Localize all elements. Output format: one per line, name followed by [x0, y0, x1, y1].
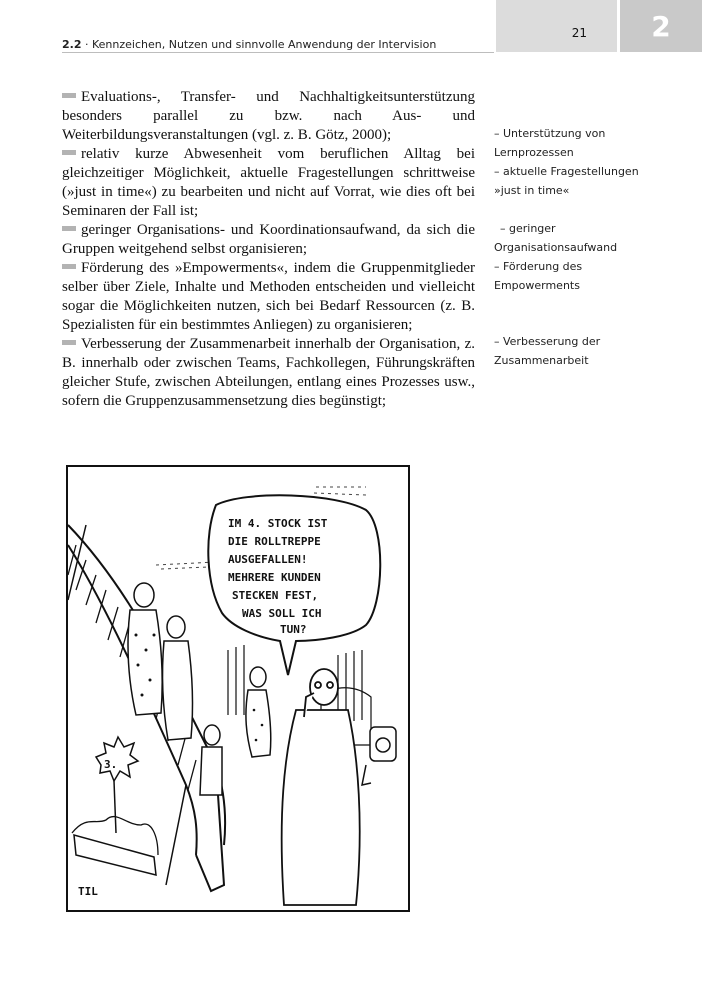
margin-note-line: – Unterstützung von [494, 127, 606, 140]
margin-note-line: Lernprozessen [494, 146, 574, 159]
chapter-tab [620, 0, 702, 52]
margin-note-line: Organisationsaufwand [494, 241, 618, 254]
page-number: 21 [571, 26, 587, 40]
speech-line: AUSGEFALLEN! [228, 553, 308, 566]
bullet-dash-icon [62, 264, 76, 269]
margin-note-line: Zusammenarbeit [494, 354, 589, 367]
bullet-dash-icon [62, 226, 76, 231]
header-rule [62, 52, 494, 53]
running-head [62, 38, 436, 51]
speech-line: TUN? [280, 623, 307, 636]
list-item-text: Evaluations-, Transfer- und Nachhaltigkeitsunterstützung besonders parallel zu bzw. nach Aus- und Weiterbildungsveranstaltungen (vgl. z. B. Götz, 2000); [62, 89, 475, 143]
section-number: 2.2 [62, 38, 82, 51]
margin-note-collaboration [494, 332, 644, 370]
speech-line: DIE ROLLTREPPE [228, 535, 321, 548]
margin-note-line: – Verbesserung der [494, 335, 601, 348]
speech-line: STECKEN FEST, [232, 589, 319, 602]
speech-line: IM 4. STOCK IST [228, 517, 328, 530]
list-item [62, 221, 475, 259]
list-item-text: Förderung des »Empowerments«, indem die Gruppenmitglieder selber über Ziele, Inhalte und Methoden entscheiden und vielleicht sogar die Möglichkeiten nutzen, sich bei Bedarf Ressourcen (z. B. Spezialisten für ein bestimmtes Anliegen) zu organisieren; [62, 260, 475, 333]
list-item [62, 259, 475, 335]
margin-note-line: – Förderung des [494, 260, 583, 273]
list-item-text: Verbesserung der Zusammenarbeit innerhalb der Organisation, z. B. innerhalb oder zwischen Teams, Fachkollegen, Führungskräften gleicher Stufe, zwischen Abteilungen, entlang eines Prozesses usw., sofern die Gruppenzusammensetzung dies begünstigt; [62, 336, 475, 409]
bullet-dash-icon [62, 340, 76, 345]
sign-label: 3. [104, 758, 118, 771]
list-item-text: geringer Organisations- und Koordinationsaufwand, da sich die Gruppen weitgehend selbst organisieren; [62, 222, 475, 257]
escalator-cartoon [66, 465, 410, 912]
speech-line: WAS SOLL ICH [242, 607, 322, 620]
section-title: · Kennzeichen, Nutzen und sinnvolle Anwendung der Intervision [85, 38, 437, 51]
margin-note-organisation [494, 219, 644, 295]
list-item-text: relativ kurze Abwesenheit vom beruflichen Alltag bei gleichzeitiger Möglichkeit, aktuelle Fragestellungen schrittweise (»just in time«) zu bearbeiten und nicht auf Vorrat, wie dies oft bei Seminaren der Fall ist; [62, 146, 475, 219]
speech-text [228, 517, 328, 636]
page-number-tab [496, 0, 617, 52]
margin-note-line: – geringer [500, 222, 556, 235]
list-item [62, 88, 475, 145]
margin-note-learning [494, 124, 644, 200]
bullet-dash-icon [62, 93, 76, 98]
artist-signature: TIL [78, 885, 98, 898]
list-item [62, 335, 475, 411]
margin-note-line: »just in time« [494, 184, 570, 197]
margin-note-line: Empowerments [494, 279, 580, 292]
body-list [62, 88, 475, 411]
margin-note-line: – aktuelle Fragestellungen [494, 165, 639, 178]
list-item [62, 145, 475, 221]
bullet-dash-icon [62, 150, 76, 155]
chapter-number: 2 [651, 10, 671, 43]
speech-line: MEHRERE KUNDEN [228, 571, 321, 584]
